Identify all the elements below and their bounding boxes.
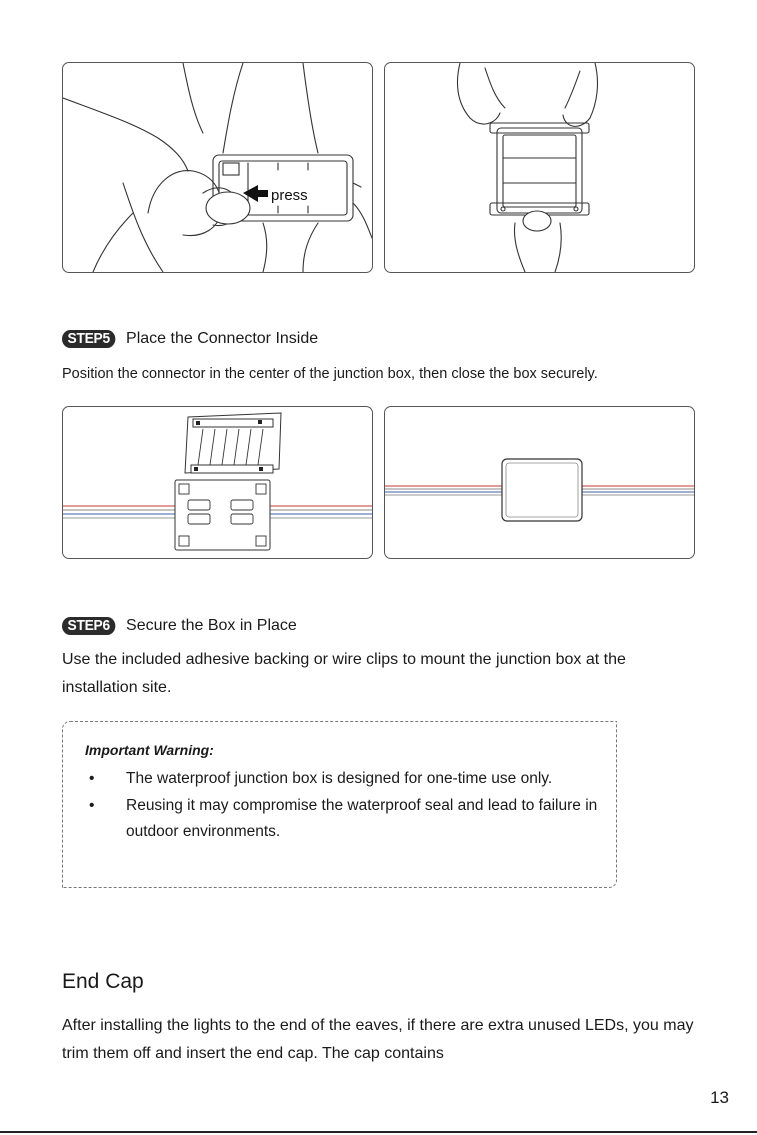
step5-description: Position the connector in the center of the junction box, then close the box securely. [62, 366, 598, 382]
step6-heading [62, 617, 297, 635]
step6-title: Secure the Box in Place [126, 617, 297, 634]
warning-item [85, 793, 605, 845]
warning-item-text: The waterproof junction box is designed for one-time use only. [126, 770, 553, 787]
figure-closed-junction-box [384, 406, 695, 559]
bullet-icon: • [89, 770, 95, 787]
step5-title: Place the Connector Inside [126, 330, 319, 347]
figure-press-connector [62, 62, 373, 273]
step6-badge: STEP6 [62, 617, 115, 635]
step6-description: Use the included adhesive backing or wire clips to mount the junction box at the installation site. [62, 651, 626, 696]
press-label: press [271, 187, 308, 204]
closed-junction-box-illustration [385, 407, 694, 558]
warning-item [85, 766, 605, 792]
warning-list [85, 766, 605, 846]
press-connector-illustration [63, 63, 372, 272]
bottom-rule [0, 1131, 757, 1133]
step5-badge: STEP5 [62, 330, 115, 348]
page-number: 13 [710, 1088, 729, 1107]
figure-open-box [384, 62, 695, 273]
warning-item-text: Reusing it may compromise the waterproof seal and lead to failure in outdoor environments. [126, 797, 598, 840]
end-cap-title: End Cap [62, 970, 144, 993]
bullet-icon: • [89, 797, 95, 814]
figure-open-junction-box [62, 406, 373, 559]
end-cap-text: After installing the lights to the end of the eaves, if there are extra unused LEDs, you may trim them off and insert the end cap. The cap contains [62, 1017, 694, 1062]
open-junction-box-illustration [63, 407, 372, 558]
important-warning-box [62, 721, 617, 888]
open-box-illustration [385, 63, 694, 272]
step5-heading [62, 330, 318, 348]
warning-title: Important Warning: [85, 742, 214, 758]
